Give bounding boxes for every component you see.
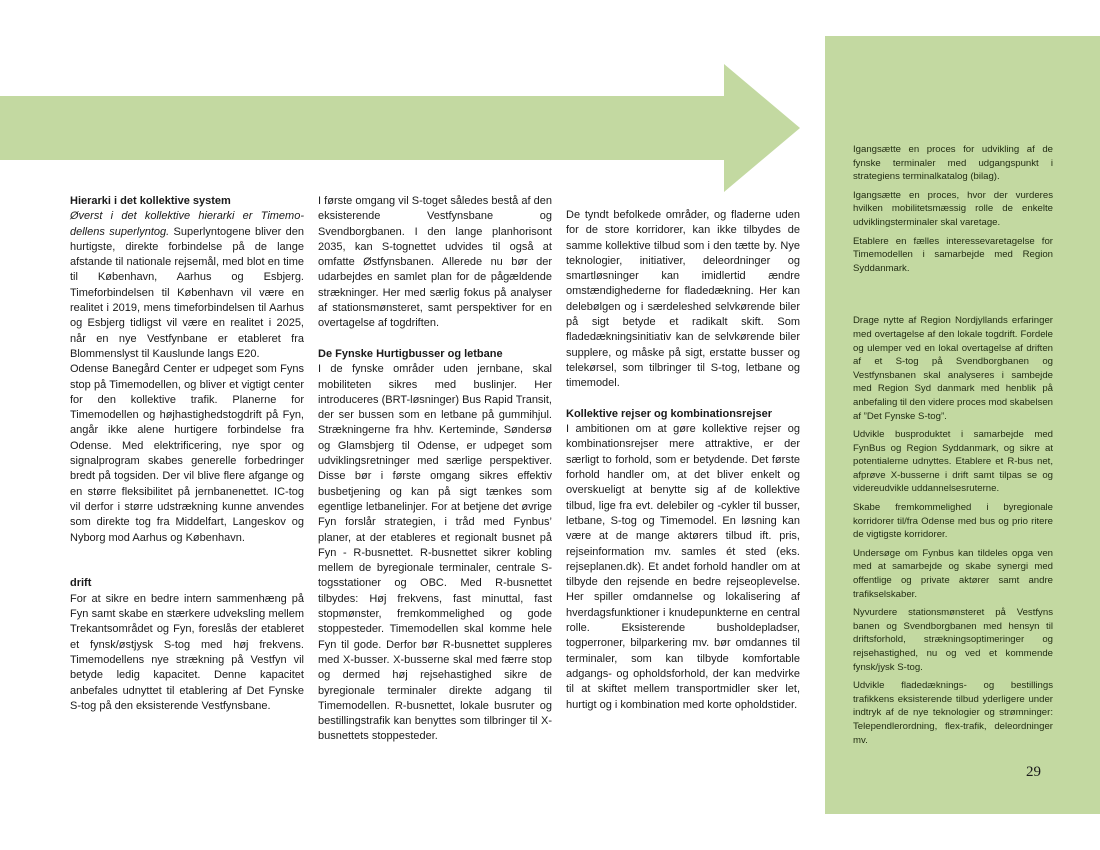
sidebar-item: Igangsætte en proces, hvor der vurderes hvilken mobilitetsmæssig rolle de enkelte udviklingsterminaler skal varetage. bbox=[853, 189, 1053, 228]
sidebar-item: Igangsætte en proces for udvikling af de fynske terminaler med udgangspunkt i strategiens terminalkatalog (bilag). bbox=[853, 144, 1053, 183]
sidebar-item: Skabe fremkommelighed i byregionale korridorer til/fra Odense med bus og prio ritere de vigtigste korridorer. bbox=[853, 502, 1053, 541]
sidebar-item: Nyvurdere stationsmønsteret på Vestfyns banen og Svendborgbanen med hensyn til driftsforhold, strækningsoptimeringer og rejsehastighed, nu og ved et kommende fynsk/jysk S-tog. bbox=[853, 607, 1053, 673]
sidebar-item: Undersøge om Fynbus kan tildeles opga ven med at samarbejde og skabe synergi med offentlige og private aktører samt andre trafikselskaber. bbox=[853, 547, 1053, 600]
sidebar-item: Udvikle busproduktet i samarbejde med FynBus og Region Syddanmark, og sikre at potentialerne udnyttes. Etablere et R-bus net, afprøve X-busserne i drift samt tilpas se og videreudvikle uddannelsesruterne. bbox=[853, 429, 1053, 495]
paragraph-s-tog: For at sikre en bedre intern sammenhæng på Fyn samt skabe en stærkere udveksling mellem Trekantsområdet og Fyn, foreslås der etableret et fynsk/østjysk S-tog med høj frekvens. Timemodellens nye strækning på Vestfyn vil betyde ledig kapacitet. Denne kapacitet anbefales udnyttet til etablering af Det Fynske S-tog på den eksisterende Vestfynsbane. bbox=[70, 592, 304, 712]
paragraph-superlyntog bbox=[70, 209, 304, 362]
heading-hierarchy: Hierarki i det kollektive system bbox=[70, 195, 231, 207]
paragraph-s-tog-first: I første omgang vil S-toget således bestå af den eksisterende Vestfynsbane og Svendborgbanen. I den lange planhorisont 2035, kan S-tognettet udvides til også at omfatte Østfynsbanen. Allerede nu bør der udarbejdes en samlet plan for de pågældende strækninger. Her med særlig fokus på analyser af stationsmønsteret, samt perspektiver for en overtagelse af togdriften. bbox=[318, 195, 552, 330]
paragraph-busser: I de fynske områder uden jernbane, skal mobiliteten sikres med buslinjer. Her introduceres (BRT-løsninger) Bus Rapid Transit, der ser bussen som en letbane på gummihjul. Strækningerne fra hhv. Kerteminde, Søndersø og Glamsbjerg til Odense, er udpeget som udviklingsretninger med særlige perspektiver. Disse bør i første omgang sikres effektiv busbetjening og kan på sigt tænkes som egentlige letbanelinjer. For at betjene det øvrige Fyn forslår strategien, i tråd med Fynbus’ planer, at der etableres et regionalt busnet på Fyn - R-busnettet. R-busnettet sikrer kobling mellem de byregionale terminaler, centrale S-togsstationer og OBC. Med R-busnettet tilbydes: Høj frekvens, fast minuttal, fast stopmønster, fremkommelighed og gode stoppesteder. Timemodellen skal komme hele Fyn til gode. Derfor bør R-busnettet suppleres med X-busser. X-busserne skal med færre stop og dermed høj rejsehastighed sikre de byregionale terminaler direkte adgang til Timemodellen. R-busnettet, lokale busruter og bestillingstrafik kan benyttes som tilbringer til X-busnettets stoppesteder. bbox=[318, 363, 552, 743]
arrow-shape bbox=[0, 64, 800, 192]
intro-rest: Superlyntogene bliver den hurtigste, direkte forbindelse på de lange afstande til nationale rejsemål, med blot en time til København, Aarhus og Esbjerg. Timeforbindelsen til København vil være en realitet i 2019, mens timeforbindelsen til Aarhus og Esbjerg tidligst vil være en realitet i 2025, når en nye Vestfynbane er etableret fra Blommenslyst til Kauslunde langs E20. bbox=[70, 225, 304, 360]
paragraph-obc: Odense Banegård Center er udpeget som Fyns stop på Timemodellen, og bliver et vigtigt center for den kollektive trafik. Planerne for Timemodellen og højhastighedstogdrift på Fyn, angår ikke alene hurtigere forbindelse fra Odense. Med elektrificering, nye spor og signalprogram skabes generelle forbedringer bredt på togsiden. Der vil blive flere afgange og en større fleksibilitet på jernbanenettet. IC-tog vil derfor i større udstrækning kunne anvendes som direkte tog fra Middelfart, Langeskov og Nyborg mod Aarhus og København. bbox=[70, 363, 304, 544]
intro-italic: Øverst i det kollektive hierarki er Timemo-dellens superlyntog. bbox=[70, 210, 304, 238]
heading-hurtigbusser: De Fynske Hurtigbusser og letbane bbox=[318, 347, 503, 360]
heading-kollektive-rejser: Kollektive rejser og kombinationsrejser bbox=[566, 407, 773, 420]
text-column-3 bbox=[566, 208, 800, 713]
sidebar-actions bbox=[853, 143, 1053, 752]
page-number: 29 bbox=[1026, 764, 1041, 780]
sidebar-item: Etablere en fælles interessevaretagelse for Timemodellen i samarbejde med Region Syddanmark. bbox=[853, 235, 1053, 274]
sidebar-item: Udvikle fladedæknings- og bestillings trafikkens eksisterende tilbud yderligere under indtryk af de nye teknologier og strømninger: Telependlerordning, flex-trafik, deleordninger mv. bbox=[853, 680, 1053, 746]
text-column-1 bbox=[70, 194, 304, 714]
paragraph-kombinationsrejser: I ambitionen om at gøre kollektive rejser og kombinationsrejser mere attraktive, er der særligt to forhold, som er betydende. Det første forhold handler om, at det bliver enkelt og overskueligt at benytte sig af de kollektive tilbud, lige fra evt. delebiler og -cykler til busser, letbane, S-tog og Timemodel. En løsning kan være at de mange aktørers tilbud ift. pris, rejseinformation mv. samles ét sted (eks. rejseplanen.dk). Et andet forhold handler om at tilbyde den rejsende en bedre rejseoplevelse. Her spiller omdannelse og lokalisering af hverdagsfunktioner i knudepunkterne en central rolle. Eksisterende busholdepladser, togperroner, bilparkering mv. bør omdannes til terminaler, som kan tilbyde komfortable adgangs- og opholdsforhold, der kan medvirke til at skiftet mellem transportmidler sker let, hurtigt og i kombination med korte opholdstider. bbox=[566, 423, 800, 711]
text-column-2 bbox=[318, 194, 552, 745]
heading-drift: drift bbox=[70, 577, 92, 590]
paragraph-fladedaekning: De tyndt befolkede områder, og fladerne uden for de store korridorer, kan ikke tilbydes de samme kollektive tilbud som i den tætte by. Nye teknologier, initiativer, deleordninger og smartløsninger kan imidlertid ændre omstændighederne for fladedækning. Her kan delebølgen og i særdeleshed selvkørende biler på sigt betyde et radikalt skift. Som fladedækningsinitiativ kan de selvkørende biler supplere, og måske på sigt, erstatte busser og telekørsel, som tilbringer til S-tog, letbane og timemodel. bbox=[566, 209, 800, 390]
sidebar-item: Drage nytte af Region Nordjyllands erfaringer med overtagelse af den lokale togdrift. Fordele og ulemper ved en lokal overtagelse af driften af et S-tog på Svendborgbanen og Vestfynsbanen skal analyseres i sambejde med Region Syd danmark med henblik på anbefaling til den videre proces mod skabelsen af ”Det Fynske S-tog”. bbox=[853, 315, 1053, 422]
